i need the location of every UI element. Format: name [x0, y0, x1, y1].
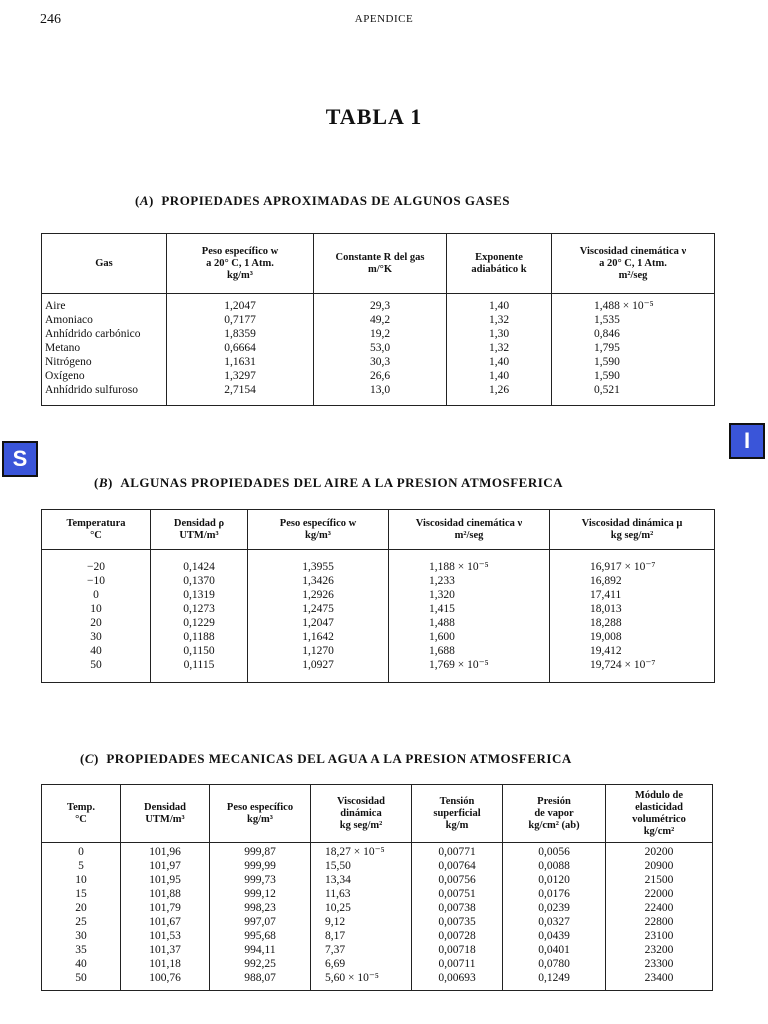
cell-value: 1,2475 [302, 603, 334, 615]
section-c-letter: C [84, 751, 95, 766]
col-viscosidad: Viscosidad dinámica kg seg/m² [311, 785, 412, 843]
col-dinamica: Viscosidad dinámica μ kg seg/m² [550, 510, 715, 550]
cell-value: 1,488 [429, 617, 455, 629]
air-temp-values [42, 550, 151, 683]
cell-value: 0,00771 [438, 846, 476, 858]
cell-value: 1,769 × 10⁻⁵ [429, 659, 489, 671]
cell-value: Amoniaco [45, 314, 93, 326]
cell-value: 26,6 [369, 370, 391, 382]
cell-value: 995,68 [244, 930, 276, 942]
cell-value: 101,67 [149, 916, 181, 928]
col-densidad: Densidad ρ UTM/m³ [151, 510, 248, 550]
col-temperatura: Temperatura °C [42, 510, 151, 550]
cell-value: 13,0 [369, 384, 391, 396]
water-densidad-values [121, 843, 210, 991]
cell-value: 50 [90, 659, 102, 671]
col-modulo: Módulo de elasticidad volumétrico kg/cm² [606, 785, 713, 843]
cell-value: 0,00718 [438, 944, 476, 956]
cell-value: 19,724 × 10⁻⁷ [590, 659, 656, 671]
cell-value: 1,30 [488, 328, 510, 340]
cell-value: 988,07 [244, 972, 276, 984]
cell-value: 5,60 × 10⁻⁵ [325, 972, 379, 984]
cell-value: 999,73 [244, 874, 276, 886]
section-b-title: ALGUNAS PROPIEDADES DEL AIRE A LA PRESION ATMOSFERICA [120, 475, 564, 490]
cell-value: −20 [87, 561, 105, 573]
cell-value: 0,6664 [224, 342, 256, 354]
water-temp-values [42, 843, 121, 991]
cell-value: 22000 [644, 888, 674, 900]
cell-value: 1,0927 [302, 659, 334, 671]
table-agua [41, 784, 713, 991]
cell-value: 40 [90, 645, 102, 657]
cell-value: 21500 [644, 874, 674, 886]
cell-value: Oxígeno [45, 370, 85, 382]
section-b-letter: B [98, 475, 109, 490]
badge-i[interactable]: I [729, 423, 765, 459]
section-c-title: PROPIEDADES MECANICAS DEL AGUA A LA PRESION ATMOSFERICA [106, 751, 572, 766]
col-constante: Constante R del gas m/°K [314, 234, 447, 294]
cell-value: 101,79 [149, 902, 181, 914]
cell-value: 997,07 [244, 916, 276, 928]
col-peso: Peso específico w kg/m³ [248, 510, 389, 550]
cell-value: Nitrógeno [45, 356, 92, 368]
air-peso-values [248, 550, 389, 683]
cell-value: 1,590 [594, 356, 620, 368]
cell-value: 22400 [644, 902, 674, 914]
cell-value: 100,76 [149, 972, 181, 984]
cell-value: 0,0176 [538, 888, 570, 900]
cell-value: 1,2047 [302, 617, 334, 629]
cell-value: 1,1642 [302, 631, 334, 643]
cell-value: 0,1115 [183, 659, 215, 671]
cell-value: 992,25 [244, 958, 276, 970]
cell-value: 1,32 [488, 342, 510, 354]
cell-value: 0,00751 [438, 888, 476, 900]
cell-value: 7,37 [325, 944, 346, 956]
cell-value: 0,0780 [538, 958, 570, 970]
gas-names [42, 294, 167, 406]
badge-s[interactable]: S [2, 441, 38, 477]
cell-value: 0,1319 [183, 589, 215, 601]
cell-value: 17,411 [590, 589, 622, 601]
cell-value: 20900 [644, 860, 674, 872]
cell-value: 20200 [644, 846, 674, 858]
cell-value: 0,1249 [538, 972, 570, 984]
cell-value: 0,00756 [438, 874, 476, 886]
cell-value: 18,013 [590, 603, 622, 615]
cell-value: 101,95 [149, 874, 181, 886]
cell-value: 0,1188 [183, 631, 215, 643]
section-c-heading: (C) PROPIEDADES MECANICAS DEL AGUA A LA PRESION ATMOSFERICA [80, 751, 572, 766]
cell-value: 0,521 [594, 384, 620, 396]
water-tension-values [412, 843, 503, 991]
col-viscosidad: Viscosidad cinemática ν a 20° C, 1 Atm. m²/seg [552, 234, 715, 294]
cell-value: 25 [75, 916, 87, 928]
water-presion-values [503, 843, 606, 991]
cell-value: 1,3297 [224, 370, 256, 382]
air-densidad-values [151, 550, 248, 683]
cell-value: 0,00764 [438, 860, 476, 872]
cell-value: 0,7177 [224, 314, 256, 326]
cell-value: 0,1424 [183, 561, 215, 573]
gas-viscosidad-values [552, 294, 715, 406]
gas-constante-values [314, 294, 447, 406]
cell-value: 0,00711 [438, 958, 476, 970]
cell-value: 0 [93, 589, 99, 601]
col-temp: Temp. °C [42, 785, 121, 843]
cell-value: 40 [75, 958, 87, 970]
col-densidad: Densidad UTM/m³ [121, 785, 210, 843]
cell-value: 1,8359 [224, 328, 256, 340]
section-a-heading: (A) PROPIEDADES APROXIMADAS DE ALGUNOS GASES [135, 193, 511, 208]
cell-value: 1,415 [429, 603, 455, 615]
cell-value: 53,0 [369, 342, 391, 354]
cell-value: 101,96 [149, 846, 181, 858]
cell-value: 0,00738 [438, 902, 476, 914]
cell-value: 1,3426 [302, 575, 334, 587]
cell-value: 101,88 [149, 888, 181, 900]
cell-value: 6,69 [325, 958, 346, 970]
cell-value: 0,00693 [438, 972, 476, 984]
cell-value: 23100 [644, 930, 674, 942]
cell-value: 18,288 [590, 617, 622, 629]
cell-value: 30 [90, 631, 102, 643]
col-exponente: Exponente adiabático k [447, 234, 552, 294]
section-a-title: PROPIEDADES APROXIMADAS DE ALGUNOS GASES [161, 193, 511, 208]
cell-value: 0,1229 [183, 617, 215, 629]
cell-value: 20 [75, 902, 87, 914]
cell-value: 0,1150 [183, 645, 215, 657]
cell-value: 5 [78, 860, 84, 872]
cell-value: 23200 [644, 944, 674, 956]
cell-value: 1,1270 [302, 645, 334, 657]
cell-value: −10 [87, 575, 105, 587]
cell-value: 13,34 [325, 874, 351, 886]
cell-value: 18,27 × 10⁻⁵ [325, 846, 385, 858]
cell-value: 1,3955 [302, 561, 334, 573]
cell-value: 101,37 [149, 944, 181, 956]
cell-value: 0,1273 [183, 603, 215, 615]
col-tension: Tensión superficial kg/m [412, 785, 503, 843]
cell-value: 50 [75, 972, 87, 984]
cell-value: 49,2 [369, 314, 391, 326]
col-cinematica: Viscosidad cinemática ν m²/seg [389, 510, 550, 550]
cell-value: 998,23 [244, 902, 276, 914]
cell-value: 10 [75, 874, 87, 886]
cell-value: 1,40 [488, 370, 510, 382]
cell-value: 16,917 × 10⁻⁷ [590, 561, 656, 573]
cell-value: 994,11 [244, 944, 276, 956]
gas-peso-values [167, 294, 314, 406]
cell-value: 1,2047 [224, 300, 256, 312]
page-title: TABLA 1 [325, 104, 423, 129]
cell-value: 23400 [644, 972, 674, 984]
cell-value: 10 [90, 603, 102, 615]
cell-value: 20 [90, 617, 102, 629]
cell-value: 0,0239 [538, 902, 570, 914]
cell-value: 8,17 [325, 930, 346, 942]
cell-value: 1,233 [429, 575, 455, 587]
col-presion: Presión de vapor kg/cm² (ab) [503, 785, 606, 843]
cell-value: 29,3 [369, 300, 391, 312]
cell-value: 1,320 [429, 589, 455, 601]
water-modulo-values [606, 843, 713, 991]
cell-value: 15 [75, 888, 87, 900]
cell-value: 0,0439 [538, 930, 570, 942]
section-b-heading: (B) ALGUNAS PROPIEDADES DEL AIRE A LA PRESION ATMOSFERICA [94, 475, 564, 490]
page-number: 246 [40, 12, 61, 27]
cell-value: 0,846 [594, 328, 620, 340]
cell-value: 1,188 × 10⁻⁵ [429, 561, 489, 573]
cell-value: 1,795 [594, 342, 620, 354]
cell-value: 11,63 [325, 888, 351, 900]
running-head: APENDICE [354, 13, 414, 25]
cell-value: Anhídrido carbónico [45, 328, 141, 340]
cell-value: 0,1370 [183, 575, 215, 587]
cell-value: Metano [45, 342, 81, 354]
cell-value: 1,40 [488, 300, 510, 312]
cell-value: 1,32 [488, 314, 510, 326]
cell-value: 999,99 [244, 860, 276, 872]
cell-value: 0,0401 [538, 944, 570, 956]
cell-value: 30,3 [369, 356, 391, 368]
cell-value: 0,00728 [438, 930, 476, 942]
cell-value: 23300 [644, 958, 674, 970]
cell-value: Aire [45, 300, 66, 312]
cell-value: 0 [78, 846, 84, 858]
cell-value: 1,2926 [302, 589, 334, 601]
col-peso: Peso específico kg/m³ [210, 785, 311, 843]
cell-value: 35 [75, 944, 87, 956]
cell-value: 1,688 [429, 645, 455, 657]
cell-value: 9,12 [325, 916, 346, 928]
cell-value: 10,25 [325, 902, 351, 914]
cell-value: 16,892 [590, 575, 622, 587]
cell-value: Anhídrido sulfuroso [45, 384, 138, 396]
cell-value: 101,18 [149, 958, 181, 970]
water-peso-values [210, 843, 311, 991]
cell-value: 30 [75, 930, 87, 942]
table-gases [41, 233, 715, 406]
cell-value: 999,87 [244, 846, 276, 858]
cell-value: 19,2 [369, 328, 391, 340]
cell-value: 0,0327 [538, 916, 570, 928]
cell-value: 0,0056 [538, 846, 570, 858]
gas-exponente-values [447, 294, 552, 406]
col-gas: Gas [42, 234, 167, 294]
cell-value: 1,40 [488, 356, 510, 368]
air-dinamica-values [550, 550, 715, 683]
cell-value: 1,1631 [224, 356, 256, 368]
cell-value: 1,600 [429, 631, 455, 643]
water-viscosidad-values [311, 843, 412, 991]
cell-value: 19,008 [590, 631, 622, 643]
cell-value: 999,12 [244, 888, 276, 900]
cell-value: 0,0120 [538, 874, 570, 886]
cell-value: 1,26 [488, 384, 510, 396]
cell-value: 1,488 × 10⁻⁵ [594, 300, 654, 312]
cell-value: 22800 [644, 916, 674, 928]
table-aire [41, 509, 715, 683]
cell-value: 0,0088 [538, 860, 570, 872]
air-cinematica-values [389, 550, 550, 683]
cell-value: 15,50 [325, 860, 351, 872]
cell-value: 0,00735 [438, 916, 476, 928]
cell-value: 2,7154 [224, 384, 256, 396]
section-a-letter: A [139, 193, 150, 208]
cell-value: 1,590 [594, 370, 620, 382]
cell-value: 101,53 [149, 930, 181, 942]
cell-value: 19,412 [590, 645, 622, 657]
cell-value: 101,97 [149, 860, 181, 872]
cell-value: 1,535 [594, 314, 620, 326]
col-peso: Peso específico w a 20° C, 1 Atm. kg/m³ [167, 234, 314, 294]
